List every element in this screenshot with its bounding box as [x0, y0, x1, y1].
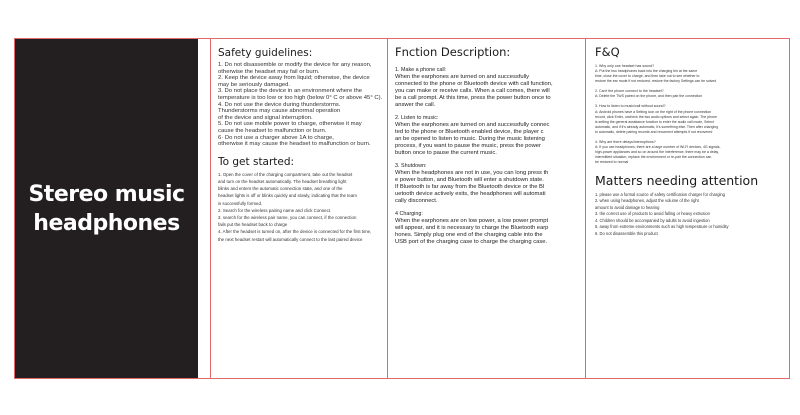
matters-heading: Matters needing attention	[595, 172, 759, 188]
cover-panel	[15, 39, 198, 378]
faq-question: 2. Can't the phone connect to the headset?	[595, 89, 664, 94]
matters-list	[595, 192, 785, 238]
text-line: 4. Children should be accompanied by adults to avoid ingestion	[595, 217, 710, 223]
text-line: automatic, and if it's already automatic, it's something else. Then after changing	[595, 124, 719, 129]
function-section-title: 4 Charging:	[395, 211, 423, 217]
text-line: be a call prompt. At this time, press the power button once to	[395, 95, 551, 101]
text-line: to automatic, delete pairing records and reconnect attempts if not recovered	[595, 129, 713, 134]
faq-question: 4. Why are there delays/interruptions?	[595, 139, 656, 144]
text-line: otherwise it may cause the headset to malfunction or burn.	[218, 141, 371, 148]
text-line: 3. Do not place the device in an environment where the	[218, 88, 363, 95]
faq-item	[595, 104, 785, 134]
text-line: an be opened to listen to music. During the music listening	[395, 136, 545, 142]
function-column	[387, 39, 585, 378]
cover-title	[28, 180, 184, 238]
text-line: hones. Simply plug one end of the charging cable into the	[395, 232, 543, 238]
text-line: process, if you want to pause the music, press the power	[395, 143, 541, 149]
text-line: 2. Search for the wireless pairing name and click Connect.	[218, 207, 332, 213]
text-line: 5. Do not use mobile power to charge, otherwise it may	[218, 121, 362, 128]
faq-heading: F&Q	[595, 45, 620, 59]
function-section-body	[395, 74, 580, 109]
text-line: A: If you use headphones, there are a large number of Wi-Fi devices, 4G signals,	[595, 144, 721, 149]
text-line: intermittent situation, replace the environment or re-pair the connection can	[595, 154, 712, 159]
text-line: ted to the phone or Bluetooth enabled device, the player c	[395, 129, 544, 135]
text-line: you can make or receive calls. When a call comes, there will	[395, 88, 550, 94]
text-line: 3. search for the wireless pair name, you can connect, if the connection	[218, 214, 357, 220]
text-line: cally disconnect.	[395, 198, 438, 204]
text-line: amount to avoid damage to hearing	[595, 204, 660, 210]
faq-item	[595, 89, 785, 99]
started-list	[218, 171, 383, 243]
text-line: 4. After the headset is turned on, after the device is connected for the first time,	[218, 229, 372, 235]
text-line: A: Android phones have a Setting icon on the right of the phone connection	[595, 109, 712, 114]
text-line: When the headphones are not in use, you can long press th	[395, 170, 549, 176]
function-section-title: 1. Make a phone call:	[395, 67, 447, 73]
text-line: high-power appliances and so on around the interference, there may be a delay,	[595, 149, 719, 154]
faq-question: 1. Why only one headset has sound?	[595, 64, 655, 68]
text-line: is successfully formed.	[218, 200, 263, 206]
text-line: temperature is too low or too high (below 0° C or above 45° C).	[218, 94, 383, 101]
text-line: When the earphones are turned on and successfully	[395, 74, 530, 80]
faq-and-matters-column	[585, 39, 789, 378]
text-line: is setting the general assistance function to enter the audio call mode, Select	[595, 119, 714, 124]
faq-item	[595, 140, 785, 165]
function-section	[395, 163, 580, 205]
function-section-body	[395, 218, 580, 246]
text-line: connected to the phone or Bluetooth device with call function,	[395, 81, 553, 87]
text-line: e power button, and Bluetooth will enter a shutdown state.	[395, 177, 544, 183]
text-line: answer the call.	[395, 102, 436, 108]
function-sections	[395, 67, 580, 246]
text-line: 6· Do not use a charger above 1A to charge,	[218, 134, 334, 141]
text-line: 3. the correct use of products to avoid falling or heavy extrusion	[595, 211, 710, 217]
text-line: restore the ear mode if not restored, restore the factory Settings can be solved	[595, 79, 717, 84]
safety-heading: Safety guidelines:	[218, 47, 313, 59]
faq-question: 3. How to listen to music/call without sound?	[595, 104, 666, 109]
text-line: headset lights is off or blinks quickly and slowly, indicating that the team	[218, 193, 357, 199]
text-line: When the earphones are on low power, a low power prompt	[395, 218, 549, 224]
text-line: uetooth device actively exits, the headphones will automati	[395, 191, 546, 197]
started-heading: To get started:	[218, 155, 295, 168]
faq-item	[595, 64, 785, 84]
cover-title-line-1: Stereo music	[28, 181, 185, 207]
function-section	[395, 115, 580, 157]
function-section-title: 3. Shutdown:	[395, 163, 427, 169]
function-section-body	[395, 170, 580, 205]
text-line: will appear, and it is necessary to charge the Bluetooth earp	[395, 225, 549, 231]
text-line: the next headset restart will automatically connect to the last paired device	[218, 236, 363, 242]
text-line: 5. away from extreme environments such as high temperature or humidity	[595, 224, 729, 230]
function-heading: Fnction Description:	[395, 45, 511, 59]
function-section	[395, 67, 580, 109]
text-line: A: Put the two headphones back into the charging bin at the same	[595, 69, 698, 74]
text-line: 1. please use a formal source of safety certification charger for charging	[595, 191, 725, 197]
faq-items	[595, 64, 785, 165]
text-line: 4. Do not use the device during thunderstorms.	[218, 101, 341, 108]
text-line: cause the headset to malfunction or burn.	[218, 127, 327, 134]
text-line: time, close the cover to charge, and then take out to see whether to	[595, 74, 700, 79]
text-line: 2. Keep the device away from liquid; otherwise, the device	[218, 75, 370, 82]
text-line: otherwise the headset may fail or burn.	[218, 68, 320, 75]
text-line: may be seriously damaged.	[218, 81, 291, 88]
cover-title-line-2: headphones	[33, 210, 180, 236]
function-section-body	[395, 122, 580, 157]
text-line: blinks and enters the automatic connection state, and one of the	[218, 186, 343, 192]
function-section	[395, 211, 580, 246]
text-line: fails put the headset back to charge	[218, 222, 288, 228]
function-section-title: 2. Listen to music:	[395, 115, 439, 121]
text-line: If Bluetooth is far away from the Bluetooth device or the Bl	[395, 184, 545, 190]
text-line: and turn on the headset automatically. The headset breathing light	[218, 178, 347, 184]
text-line: 2. when using headphones, adjust the volume of the right	[595, 198, 699, 204]
text-line: 6. Do not disassemble this product	[595, 230, 658, 236]
safety-list	[218, 62, 383, 148]
safety-and-start-column	[210, 39, 387, 378]
text-line: button once to pause the current music.	[395, 150, 497, 156]
text-line: When the earphones are turned on and successfully connec	[395, 122, 550, 128]
text-line: A: Delete the TWS paired on the phone, and then pair the connection	[595, 94, 703, 99]
text-line: be restored to normal	[595, 159, 629, 164]
text-line: 1. Open the cover of the charging compartment, take out the headset	[218, 171, 353, 177]
text-line: Thunderstorms may cause abnormal operation	[218, 108, 341, 115]
manual-sheet	[14, 38, 790, 379]
text-line: of the device and signal interruption.	[218, 114, 313, 121]
text-line: USB port of the charging case to charge the charging case.	[395, 239, 548, 245]
text-line: 1. Do not disassemble or modify the device for any reason,	[218, 62, 372, 68]
text-line: record, click Enter, uncheck the two audio options and select again. The phone	[595, 114, 717, 119]
